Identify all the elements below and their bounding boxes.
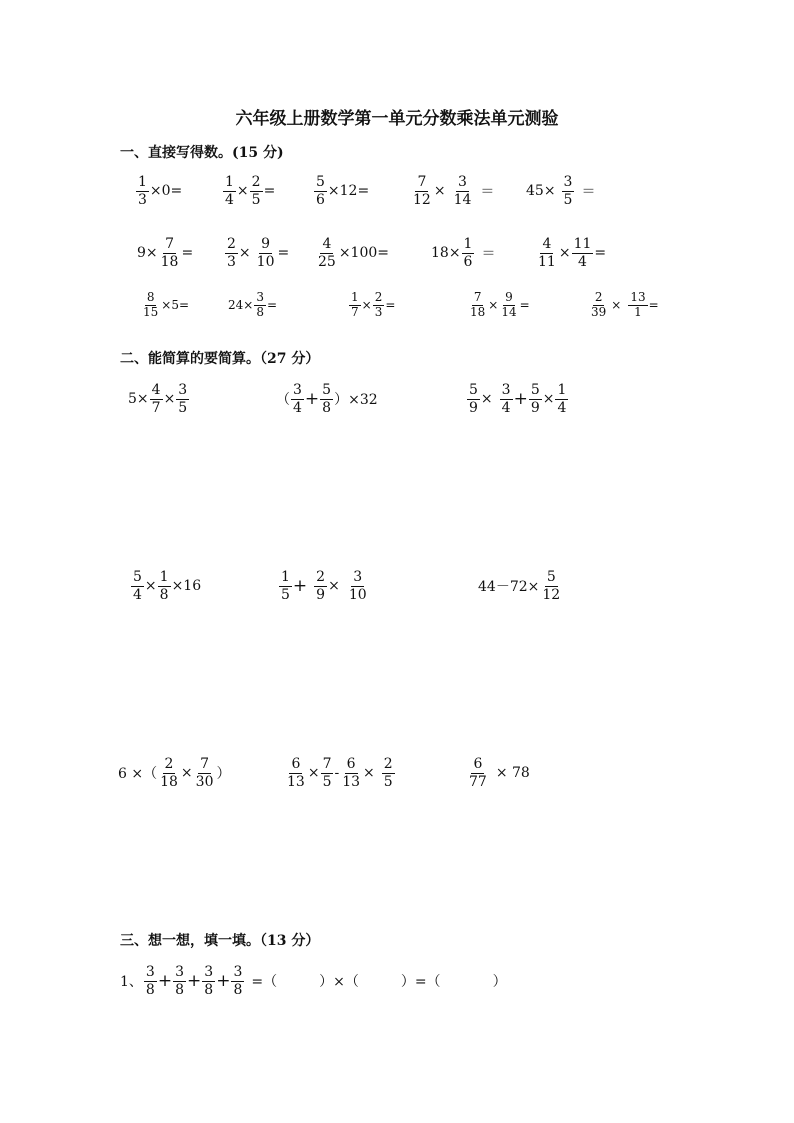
fraction <box>158 569 171 602</box>
denominator: 14 <box>453 191 472 208</box>
fraction <box>320 382 333 415</box>
denominator: 18 <box>470 304 486 319</box>
fraction <box>314 569 327 602</box>
fraction <box>340 756 362 789</box>
fraction <box>555 382 568 415</box>
math-token: + <box>187 971 202 991</box>
denominator: 12 <box>542 586 561 603</box>
calc-expr <box>276 378 378 420</box>
numerator: 9 <box>261 236 271 253</box>
fraction <box>452 174 474 207</box>
numerator: 7 <box>200 756 210 773</box>
numerator: 7 <box>417 174 427 191</box>
numerator: 13 <box>630 289 646 304</box>
numerator: 6 <box>473 756 483 773</box>
numerator: 8 <box>146 289 155 304</box>
math-token: ）×（ <box>319 974 359 990</box>
denominator: 12 <box>413 191 431 208</box>
math-token: × 78 <box>495 765 530 781</box>
math-token: ×5= <box>161 298 190 312</box>
fraction <box>173 964 186 997</box>
math-token: ×12= <box>327 183 370 199</box>
numerator: 2 <box>383 756 393 773</box>
page-title: 六年级上册数学第一单元分数乘法单元测验 <box>235 109 559 129</box>
fraction <box>347 569 369 602</box>
fraction <box>536 236 558 269</box>
denominator: 8 <box>204 981 214 998</box>
math-token: + <box>292 576 308 596</box>
math-token: × <box>611 298 622 312</box>
denominator: 6 <box>463 253 473 270</box>
fraction <box>291 382 304 415</box>
fraction <box>176 382 189 415</box>
math-token: × <box>307 765 320 781</box>
math-token: × <box>238 245 251 261</box>
math-token: ×16 <box>171 578 202 594</box>
numerator: 5 <box>530 382 540 399</box>
fraction <box>468 291 487 320</box>
math-token: - <box>334 765 340 781</box>
denominator: 5 <box>563 191 573 208</box>
numerator: 2 <box>374 289 383 304</box>
numerator: 3 <box>145 964 155 981</box>
math-token: × <box>236 183 249 199</box>
denominator: 7 <box>151 399 161 416</box>
denominator: 4 <box>578 253 587 270</box>
fraction <box>285 756 307 789</box>
fraction <box>250 174 263 207</box>
math-token: = <box>519 298 530 312</box>
fraction <box>562 174 575 207</box>
math-token: = <box>648 298 659 312</box>
numerator: 4 <box>542 236 552 253</box>
calc-expr <box>278 565 370 607</box>
fraction <box>411 174 433 207</box>
fraction <box>321 756 334 789</box>
fraction <box>540 569 562 602</box>
numerator: 3 <box>233 964 243 981</box>
math-token: × <box>180 765 193 781</box>
math-token: = <box>181 245 194 261</box>
fraction <box>462 236 475 269</box>
fraction <box>131 569 144 602</box>
denominator: 11 <box>538 253 556 270</box>
oral-expr <box>313 170 369 212</box>
denominator: 8 <box>256 304 264 319</box>
math-token: = <box>266 298 278 312</box>
fraction <box>529 382 542 415</box>
fraction <box>231 964 244 997</box>
numerator: 1 <box>138 174 147 191</box>
math-token: =（ <box>251 974 278 990</box>
math-token: ） <box>492 974 507 990</box>
section-heading-2: 二、能简算的要简算。（27 分） <box>120 351 320 367</box>
fill-question-1 <box>120 960 507 1002</box>
fraction <box>136 174 149 207</box>
math-token: 1、 <box>120 974 143 990</box>
denominator: 5 <box>383 773 393 790</box>
numerator: 1 <box>281 569 290 586</box>
math-token: × <box>144 578 157 594</box>
numerator: 3 <box>501 382 511 399</box>
oral-expr <box>137 232 193 274</box>
oral-expr <box>410 170 494 212</box>
math-token: 18× <box>431 245 461 261</box>
denominator: 8 <box>175 981 185 998</box>
math-token: ＝ <box>581 184 596 200</box>
fraction <box>141 291 160 320</box>
numerator: 1 <box>351 289 359 304</box>
oral-expr <box>535 232 606 274</box>
calc-expr <box>466 378 569 420</box>
fraction <box>499 291 518 320</box>
numerator: 5 <box>133 569 142 586</box>
fraction <box>158 756 180 789</box>
fraction <box>202 964 215 997</box>
math-token: = <box>277 245 290 261</box>
denominator: 8 <box>159 586 169 603</box>
fraction <box>628 291 647 320</box>
math-token: = <box>263 183 276 199</box>
calc-expr <box>128 378 190 420</box>
fraction <box>279 569 292 602</box>
fraction <box>467 382 480 415</box>
denominator: 5 <box>178 399 188 416</box>
denominator: 8 <box>322 399 332 416</box>
math-token: + <box>216 971 231 991</box>
math-token: = <box>385 298 396 312</box>
numerator: 5 <box>322 382 332 399</box>
math-token: × <box>542 391 555 407</box>
denominator: 3 <box>138 191 147 208</box>
denominator: 4 <box>225 191 234 208</box>
fraction <box>223 174 236 207</box>
math-token: 44－72× <box>478 579 540 595</box>
denominator: 30 <box>195 773 214 790</box>
math-token: × <box>328 578 340 594</box>
fraction <box>225 236 238 269</box>
numerator: 3 <box>293 382 302 399</box>
oral-expr <box>431 232 495 274</box>
math-token: × <box>163 391 176 407</box>
denominator: 13 <box>342 773 361 790</box>
numerator: 4 <box>322 236 332 253</box>
numerator: 2 <box>594 289 603 304</box>
fraction <box>159 236 181 269</box>
oral-expr <box>315 232 389 274</box>
denominator: 6 <box>316 191 325 208</box>
oral-expr <box>222 170 275 212</box>
numerator: 11 <box>573 236 592 253</box>
fraction <box>316 236 338 269</box>
math-token: × <box>433 183 446 199</box>
denominator: 1 <box>634 304 642 319</box>
denominator: 77 <box>469 773 487 790</box>
math-token: 45× <box>526 183 556 199</box>
math-token: ×100= <box>338 245 390 261</box>
math-token: ×0= <box>149 183 183 199</box>
math-token: + <box>513 389 528 409</box>
math-token: × <box>361 298 372 312</box>
denominator: 3 <box>227 253 236 270</box>
math-token: 6 ×（ <box>118 766 158 782</box>
numerator: 2 <box>251 174 261 191</box>
math-token: = <box>594 245 607 261</box>
denominator: 4 <box>293 399 302 416</box>
numerator: 4 <box>151 382 161 399</box>
numerator: 3 <box>563 174 573 191</box>
denominator: 15 <box>143 304 159 319</box>
math-token: ） <box>216 766 231 782</box>
oral-expr <box>224 232 289 274</box>
denominator: 9 <box>469 399 478 416</box>
math-token: × <box>363 765 375 781</box>
denominator: 8 <box>233 981 243 998</box>
numerator: 3 <box>458 174 467 191</box>
numerator: 2 <box>316 569 326 586</box>
fraction <box>373 291 385 320</box>
numerator: 5 <box>316 174 325 191</box>
denominator: 3 <box>374 304 383 319</box>
oral-expr <box>588 284 659 326</box>
numerator: 2 <box>227 236 236 253</box>
denominator: 4 <box>133 586 142 603</box>
math-token: 24× <box>228 298 254 312</box>
denominator: 25 <box>318 253 336 270</box>
numerator: 5 <box>469 382 478 399</box>
math-token: × <box>488 298 499 312</box>
denominator: 4 <box>501 399 511 416</box>
numerator: 2 <box>164 756 174 773</box>
section-heading-3: 三、想一想，填一填。（13 分） <box>120 933 320 949</box>
numerator: 1 <box>463 236 473 253</box>
oral-expr <box>140 284 189 326</box>
calc-expr <box>130 565 201 607</box>
denominator: 9 <box>530 399 540 416</box>
fraction <box>382 756 395 789</box>
fraction <box>589 291 608 320</box>
denominator: 5 <box>322 773 332 790</box>
math-token: + <box>157 971 173 991</box>
oral-expr <box>135 170 182 212</box>
numerator: 1 <box>159 569 169 586</box>
denominator: 7 <box>351 304 359 319</box>
denominator: 14 <box>501 304 517 319</box>
denominator: 8 <box>145 981 155 998</box>
numerator: 7 <box>473 289 482 304</box>
math-token: （ <box>276 392 290 408</box>
denominator: 4 <box>557 399 567 416</box>
oral-expr <box>467 284 530 326</box>
oral-expr <box>348 284 395 326</box>
calc-expr <box>466 752 530 794</box>
fraction <box>254 291 266 320</box>
denominator: 5 <box>251 191 261 208</box>
numerator: 9 <box>505 289 513 304</box>
numerator: 3 <box>204 964 214 981</box>
fraction <box>467 756 489 789</box>
numerator: 6 <box>291 756 301 773</box>
numerator: 3 <box>175 964 185 981</box>
fraction <box>255 236 277 269</box>
calc-expr <box>478 565 563 607</box>
numerator: 3 <box>178 382 188 399</box>
numerator: 6 <box>346 756 356 773</box>
math-token: 5× <box>128 391 149 407</box>
math-token: ）×32 <box>334 392 378 408</box>
fraction <box>349 291 361 320</box>
numerator: 7 <box>322 756 332 773</box>
oral-expr <box>228 284 277 326</box>
denominator: 10 <box>348 586 367 603</box>
math-token: × <box>558 245 571 261</box>
math-token: × <box>480 391 493 407</box>
math-token: ＝ <box>480 184 495 200</box>
denominator: 5 <box>281 586 290 603</box>
calc-expr <box>284 752 396 794</box>
numerator: 3 <box>256 289 264 304</box>
math-token: ＝ <box>481 246 496 262</box>
fraction <box>500 382 513 415</box>
section-heading-1: 一、直接写得数。(15 分) <box>120 145 284 161</box>
fraction <box>194 756 216 789</box>
denominator: 39 <box>591 304 607 319</box>
denominator: 18 <box>160 253 179 270</box>
math-token: ）=（ <box>400 974 441 990</box>
numerator: 3 <box>353 569 363 586</box>
fraction <box>314 174 327 207</box>
oral-expr <box>526 170 595 212</box>
numerator: 7 <box>165 236 175 253</box>
numerator: 1 <box>557 382 567 399</box>
numerator: 5 <box>546 569 556 586</box>
denominator: 10 <box>256 253 275 270</box>
denominator: 13 <box>287 773 305 790</box>
fraction <box>572 236 594 269</box>
math-token: + <box>304 389 320 409</box>
math-token: 9× <box>137 245 158 261</box>
denominator: 9 <box>316 586 326 603</box>
fraction <box>144 964 157 997</box>
numerator: 1 <box>225 174 234 191</box>
denominator: 18 <box>160 773 178 790</box>
fraction <box>150 382 163 415</box>
calc-expr <box>118 752 230 794</box>
